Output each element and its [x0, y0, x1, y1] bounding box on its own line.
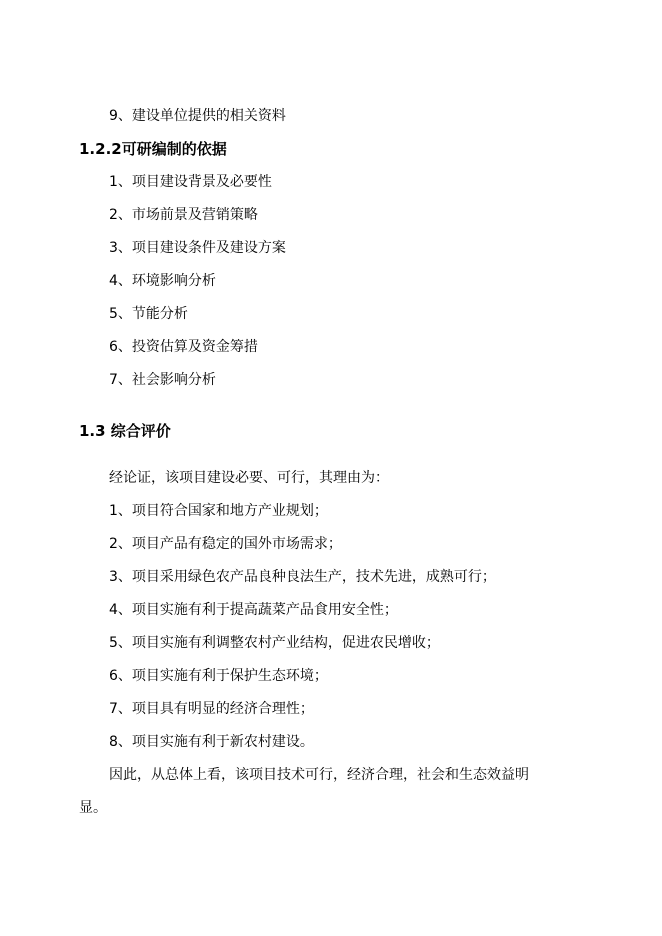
list-item: 4、环境影响分析 — [109, 273, 216, 289]
list-item: 1、项目符合国家和地方产业规划； — [109, 503, 328, 519]
list-item: 9、建设单位提供的相关资料 — [109, 108, 286, 124]
list-item: 3、项目建设条件及建设方案 — [109, 240, 286, 256]
list-item: 4、项目实施有利于提高蔬菜产品食用安全性； — [109, 602, 398, 618]
section-heading: 1.3 综合评价 — [79, 422, 171, 440]
list-item: 7、社会影响分析 — [109, 372, 216, 388]
list-item: 1、项目建设背景及必要性 — [109, 174, 272, 190]
list-item: 2、市场前景及营销策略 — [109, 207, 258, 223]
paragraph: 因此，从总体上看，该项目技术可行，经济合理，社会和生态效益明 — [109, 767, 529, 783]
list-item: 3、项目采用绿色农产品良种良法生产，技术先进，成熟可行； — [109, 569, 496, 585]
list-item: 5、项目实施有利调整农村产业结构，促进农民增收； — [109, 635, 440, 651]
section-heading: 1.2.2可研编制的依据 — [79, 140, 227, 158]
paragraph: 经论证，该项目建设必要、可行，其理由为： — [109, 470, 389, 486]
list-item: 6、项目实施有利于保护生态环境； — [109, 668, 328, 684]
paragraph: 显。 — [79, 800, 107, 816]
list-item: 6、投资估算及资金筹措 — [109, 339, 258, 355]
list-item: 5、节能分析 — [109, 306, 188, 322]
list-item: 2、项目产品有稳定的国外市场需求； — [109, 536, 342, 552]
list-item: 8、项目实施有利于新农村建设。 — [109, 734, 314, 750]
list-item: 7、项目具有明显的经济合理性； — [109, 701, 314, 717]
